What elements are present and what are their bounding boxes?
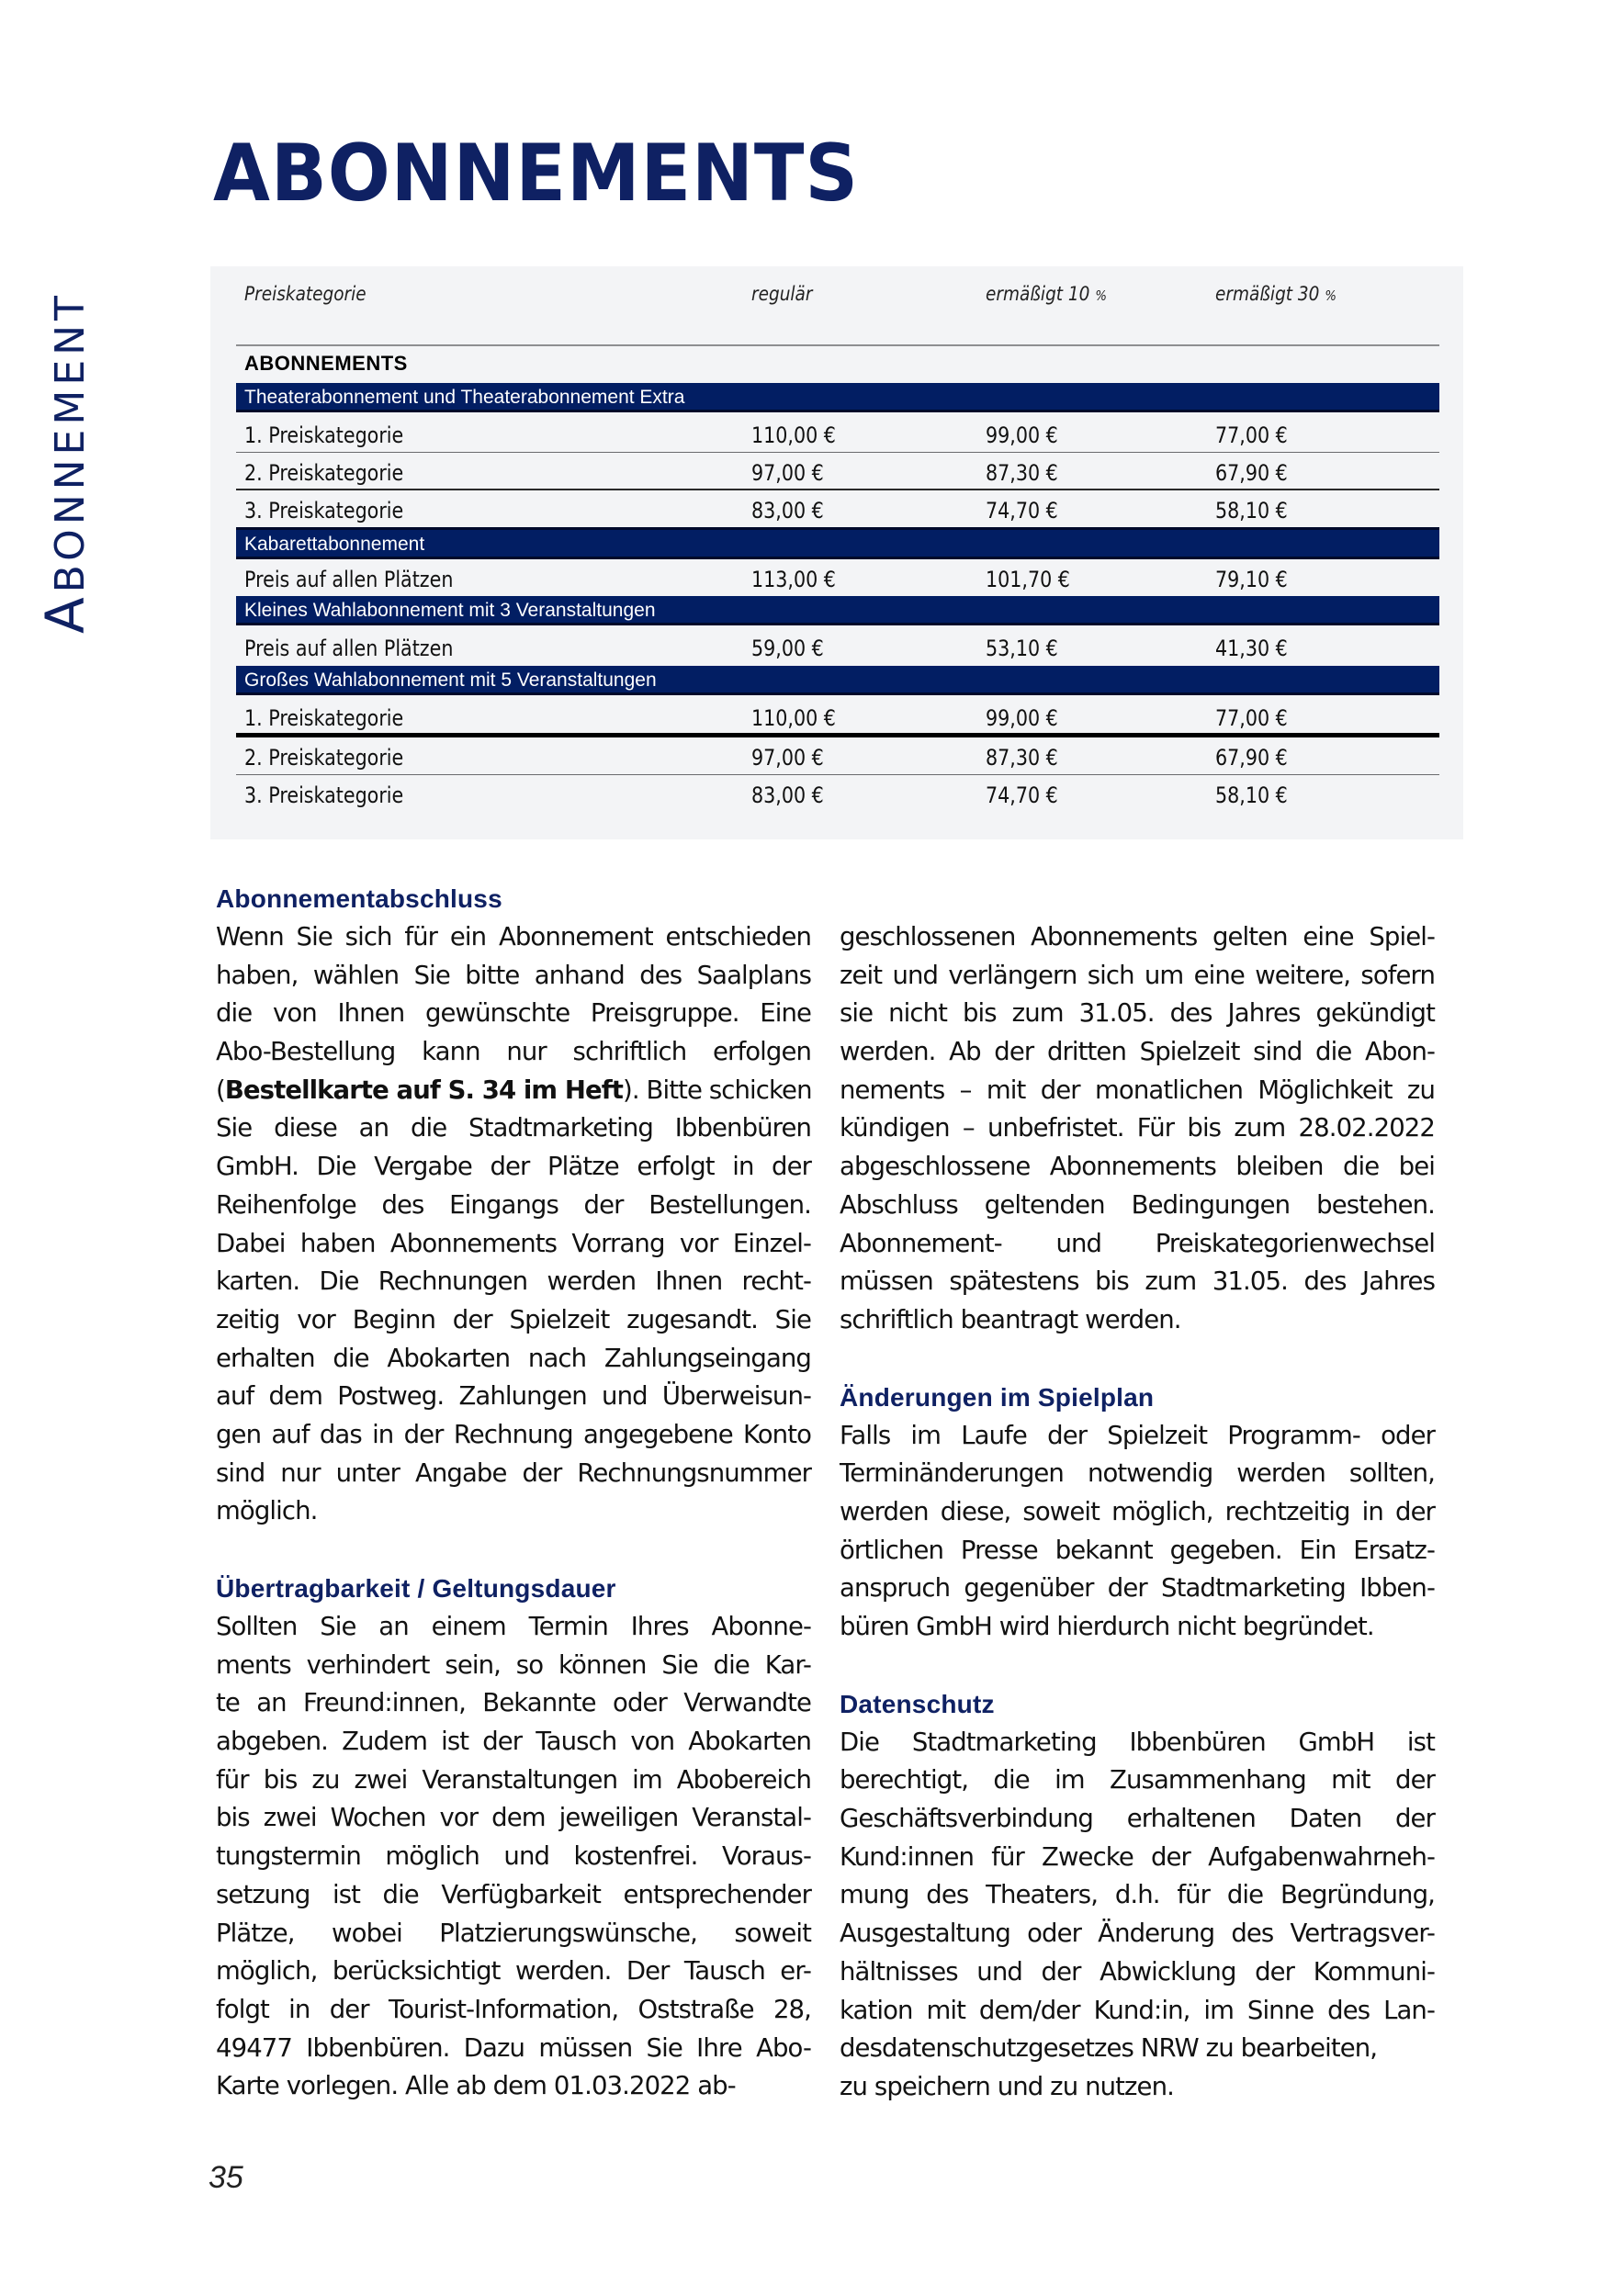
percent-sign: %	[1325, 287, 1336, 304]
paragraph-line: örtlichen Presse bekannt gegeben. Ein Ersatz-	[840, 1535, 1435, 1565]
group-header-kabarett	[236, 527, 1439, 559]
price-reduced-30: 41,30 €	[1215, 636, 1288, 661]
paragraph-line: müssen spätestens bis zum 31.05. des Jahres	[840, 1266, 1435, 1297]
paragraph-line: büren GmbH wird hierdurch nicht begründet.	[840, 1612, 1374, 1641]
paragraph-line: abgeschlossene Abonnements bleiben die bei	[840, 1152, 1435, 1182]
side-section-label	[34, 291, 96, 634]
header-reduced-10	[986, 283, 1107, 305]
percent-sign: %	[1095, 287, 1107, 304]
group-title: Großes Wahlabonnement mit 5 Veranstaltungen	[244, 670, 657, 691]
price-reduced-10: 87,30 €	[986, 745, 1058, 771]
heading-datenschutz: Datenschutz	[840, 1689, 995, 1718]
table-row	[236, 628, 1439, 666]
price-regular: 97,00 €	[751, 460, 824, 486]
paragraph-line: ments verhindert sein, so können Sie die Kar-	[216, 1649, 811, 1680]
paragraph-line: kation mit dem/der Kund:in, im Sinne des Lan-	[840, 1995, 1435, 2025]
paragraph-line: GmbH. Die Vergabe der Plätze erfolgt in der	[216, 1152, 811, 1182]
paragraph-line: karten. Die Rechnungen werden Ihnen recht-	[216, 1266, 811, 1297]
paragraph-line: zu speichern und zu nutzen.	[840, 2071, 1174, 2101]
table-row	[236, 490, 1439, 528]
text-column-left	[216, 880, 811, 2106]
paragraph-line: haben, wählen Sie bitte anhand des Saalplans	[216, 960, 811, 990]
price-reduced-30: 67,90 €	[1215, 745, 1288, 771]
price-regular: 113,00 €	[751, 567, 836, 592]
paragraph-line: tungstermin möglich und kostenfrei. Voraus-	[216, 1841, 811, 1872]
paragraph-line: Reihenfolge des Eingangs der Bestellungen.	[216, 1189, 811, 1220]
paragraph-line: Abonnement- und Preiskategorienwechsel	[840, 1228, 1435, 1258]
header-regular: regulär	[751, 283, 813, 305]
group-header-kleines-wahlabo	[236, 596, 1439, 625]
paragraph-line: Ausgestaltung oder Änderung des Vertragsver-	[840, 1919, 1435, 1949]
heading-aenderungen: Änderungen im Spielplan	[840, 1382, 1155, 1412]
text-span: ). Bitte schicken	[623, 1075, 812, 1105]
group-header-theater	[236, 383, 1439, 412]
row-label: 1. Preiskategorie	[244, 705, 404, 731]
header-category: Preiskategorie	[244, 283, 367, 305]
price-reduced-30: 77,00 €	[1215, 422, 1288, 448]
paragraph-line: schriftlich beantragt werden.	[840, 1304, 1181, 1334]
spacer	[840, 1340, 1435, 1379]
price-regular: 83,00 €	[751, 498, 824, 523]
table-row	[236, 698, 1439, 737]
group-title: Theaterabonnement und Theaterabonnement Extra	[244, 387, 685, 408]
paragraph-line: abgeben. Zudem ist der Tausch von Abokarten	[216, 1727, 811, 1757]
paragraph-line: die von Ihnen gewünschte Preisgruppe. Eine	[216, 998, 811, 1029]
row-label: Preis auf allen Plätzen	[244, 636, 454, 661]
paragraph-line: Geschäftsverbindung erhaltenen Daten der	[840, 1804, 1435, 1834]
table-row	[236, 737, 1439, 775]
paragraph-line: setzung ist die Verfügbarkeit entsprechender	[216, 1879, 811, 1909]
price-reduced-10: 99,00 €	[986, 705, 1058, 731]
paragraph-line: Kund:innen für Zwecke der Aufgabenwahrneh-	[840, 1841, 1435, 1872]
table-header	[210, 266, 1463, 345]
page-number: 35	[209, 2160, 243, 2195]
heading-abonnementabschluss: Abonnementabschluss	[216, 884, 502, 913]
price-reduced-30: 67,90 €	[1215, 460, 1288, 486]
price-reduced-30: 79,10 €	[1215, 567, 1288, 592]
paragraph-line: te an Freund:innen, Bekannte oder Verwandte	[216, 1688, 811, 1718]
paragraph-line: 49477 Ibbenbüren. Dazu müssen Sie Ihre Abo-	[216, 2032, 811, 2063]
price-reduced-10: 87,30 €	[986, 460, 1058, 486]
price-reduced-10: 99,00 €	[986, 422, 1058, 448]
header-divider	[236, 344, 1439, 346]
row-label: 3. Preiskategorie	[244, 498, 404, 523]
price-regular: 110,00 €	[751, 422, 836, 448]
paragraph-line: bis zwei Wochen vor dem jeweiligen Veranstal-	[216, 1803, 811, 1833]
row-label: 1. Preiskategorie	[244, 422, 404, 448]
paragraph-line: zeit und verlängern sich um eine weitere, sofern	[840, 960, 1435, 990]
price-regular: 83,00 €	[751, 782, 824, 808]
paragraph-line: auf dem Postweg. Zahlungen und Überweisun-	[216, 1381, 811, 1412]
price-table	[210, 266, 1463, 839]
paragraph-line: zeitig vor Beginn der Spielzeit zugesandt. Sie	[216, 1304, 811, 1334]
paragraph-line: sind nur unter Angabe der Rechnungsnummer	[216, 1458, 811, 1488]
row-label: 2. Preiskategorie	[244, 460, 404, 486]
paragraph-line: desdatenschutzgesetzes NRW zu bearbeiten,	[840, 2033, 1378, 2064]
paragraph-line: Falls im Laufe der Spielzeit Programm- oder	[840, 1420, 1435, 1450]
table-section-title: ABONNEMENTS	[244, 352, 408, 375]
price-regular: 110,00 €	[751, 705, 836, 731]
paragraph-line: werden. Ab der dritten Spielzeit sind die Abon-	[840, 1037, 1435, 1067]
header-reduced-10-label: ermäßigt 10	[986, 283, 1090, 305]
price-regular: 97,00 €	[751, 745, 824, 771]
header-reduced-30-label: ermäßigt 30	[1215, 283, 1320, 305]
price-reduced-10: 101,70 €	[986, 567, 1070, 592]
paragraph-line: Sollten Sie an einem Termin Ihres Abonne-	[216, 1612, 811, 1641]
paragraph-line: kündigen – unbefristet. Für bis zum 28.02.2022	[840, 1113, 1435, 1143]
paragraph-line: anspruch gegenüber der Stadtmarketing Ibben-	[840, 1573, 1435, 1604]
side-label-initial: A	[34, 592, 96, 634]
paragraph-line: möglich, berücksichtigt werden. Der Tausch er-	[216, 1956, 811, 1986]
price-reduced-30: 58,10 €	[1215, 498, 1288, 523]
paragraph-line: Die Stadtmarketing Ibbenbüren GmbH ist	[840, 1727, 1435, 1757]
paragraph-line: Abschluss geltenden Bedingungen bestehen.	[840, 1189, 1435, 1220]
paragraph-line: Abo-Bestellung kann nur schriftlich erfolgen	[216, 1037, 811, 1067]
paragraph-line: Terminänderungen notwendig werden sollten,	[840, 1458, 1435, 1489]
header-reduced-30	[1215, 283, 1336, 305]
price-reduced-30: 58,10 €	[1215, 782, 1288, 808]
price-regular: 59,00 €	[751, 636, 824, 661]
row-label: Preis auf allen Plätzen	[244, 567, 454, 592]
text-span: (	[216, 1075, 225, 1105]
paragraph-line: sie nicht bis zum 31.05. des Jahres gekündigt	[840, 998, 1435, 1029]
order-card-reference: Bestellkarte auf S. 34 im Heft	[224, 1075, 624, 1105]
price-reduced-10: 74,70 €	[986, 498, 1058, 523]
table-row	[236, 453, 1439, 490]
spacer	[840, 880, 1435, 918]
paragraph-line	[216, 1072, 811, 1110]
group-title: Kabarettabonnement	[244, 534, 425, 555]
paragraph-line: Plätze, wobei Platzierungswünsche, soweit	[216, 1918, 811, 1948]
table-row	[236, 415, 1439, 453]
price-reduced-10: 53,10 €	[986, 636, 1058, 661]
paragraph-line: für bis zu zwei Veranstaltungen im Abobereich	[216, 1764, 811, 1795]
page-title: ABONNEMENTS	[213, 128, 859, 219]
paragraph-line: Wenn Sie sich für ein Abonnement entschieden	[216, 922, 811, 951]
group-header-grosses-wahlabo	[236, 666, 1439, 695]
row-label: 3. Preiskategorie	[244, 782, 404, 808]
price-reduced-10: 74,70 €	[986, 782, 1058, 808]
heading-uebertragbarkeit: Übertragbarkeit / Geltungsdauer	[216, 1574, 616, 1603]
paragraph-line: nements – mit der monatlichen Möglichkeit zu	[840, 1075, 1435, 1105]
row-label: 2. Preiskategorie	[244, 745, 404, 771]
paragraph-line: gen auf das in der Rechnung angegebene Konto	[216, 1419, 811, 1449]
paragraph-line: hältnisses und der Abwicklung der Kommuni-	[840, 1956, 1435, 1986]
paragraph-line: folgt in der Tourist-Information, Oststraße 28,	[216, 1994, 811, 2024]
paragraph-line: Karte vorlegen. Alle ab dem 01.03.2022 ab-	[216, 2071, 736, 2101]
paragraph-line: werden diese, soweit möglich, rechtzeitig in der	[840, 1496, 1435, 1526]
spacer	[840, 1647, 1435, 1685]
table-row	[236, 775, 1439, 813]
table-row	[236, 559, 1439, 597]
side-label-rest: BONNEMENT	[47, 291, 94, 593]
spacer	[216, 1531, 811, 1570]
text-column-right	[840, 880, 1435, 2107]
paragraph-line: mung des Theaters, d.h. für die Begründung,	[840, 1880, 1435, 1910]
paragraph-line: erhalten die Abokarten nach Zahlungseingang	[216, 1343, 811, 1373]
group-title: Kleines Wahlabonnement mit 3 Veranstaltungen	[244, 600, 656, 621]
paragraph-line: möglich.	[216, 1496, 318, 1526]
paragraph-line: Sie diese an die Stadtmarketing Ibbenbüren	[216, 1113, 811, 1143]
paragraph-line: berechtigt, die im Zusammenhang mit der	[840, 1765, 1435, 1795]
paragraph-line: geschlossenen Abonnements gelten eine Spiel-	[840, 922, 1435, 951]
paragraph-line: Dabei haben Abonnements Vorrang vor Einzel-	[216, 1228, 811, 1258]
price-reduced-30: 77,00 €	[1215, 705, 1288, 731]
